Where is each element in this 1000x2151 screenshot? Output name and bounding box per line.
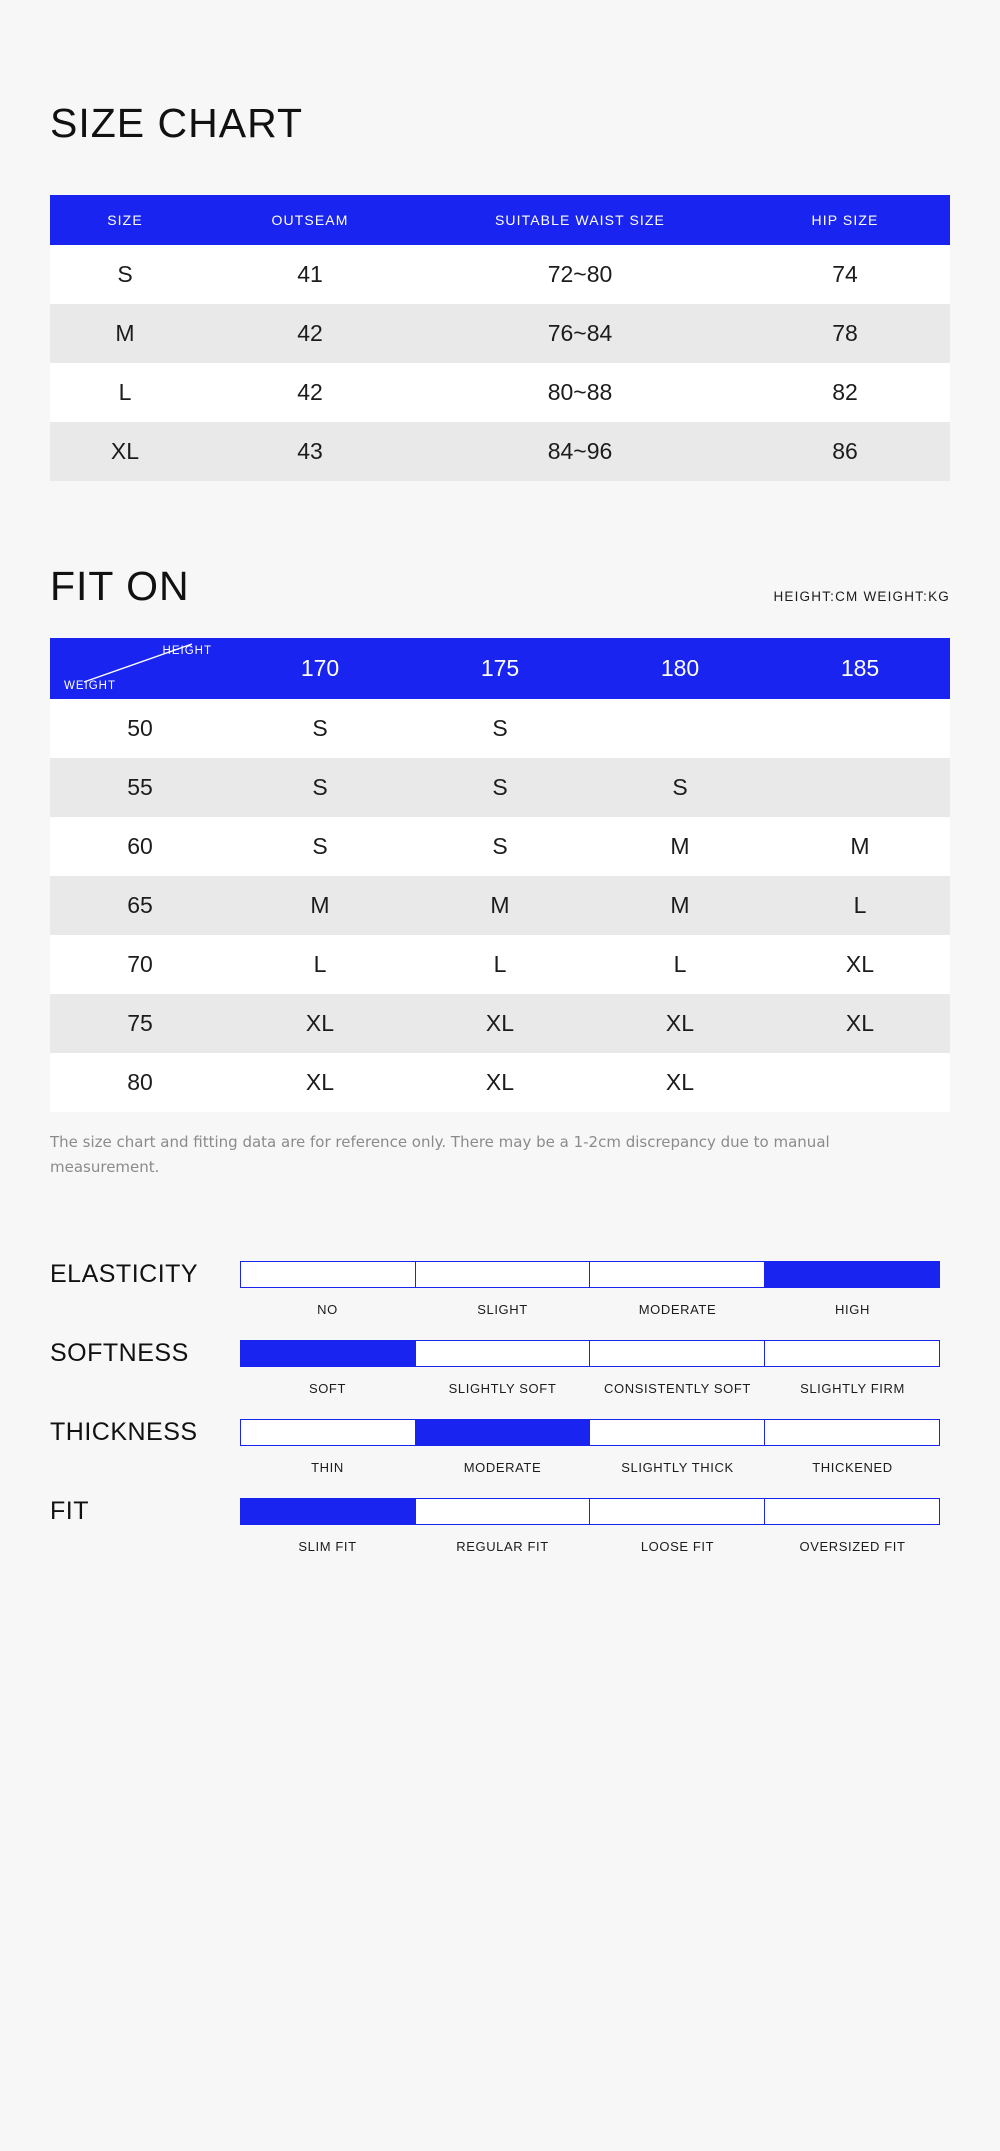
cell-recommended-size: XL [410, 1053, 590, 1112]
meter-tick-label: OVERSIZED FIT [799, 1538, 906, 1554]
size-chart-table-wrapper [50, 195, 950, 481]
cell-value: 41 [200, 245, 420, 304]
cell-weight: 65 [50, 876, 230, 935]
cell-size: M [50, 304, 200, 363]
meter-segment [240, 1261, 416, 1288]
fit-on-table [50, 638, 950, 1112]
cell-value: 74 [740, 245, 950, 304]
cell-recommended-size: XL [770, 994, 950, 1053]
cell-weight: 70 [50, 935, 230, 994]
fit-on-title: FIT ON [50, 563, 190, 609]
meter-segment [415, 1340, 591, 1367]
fit-on-header [50, 638, 950, 699]
column-header-height-175: 175 [410, 638, 590, 699]
meter-tick-label: SLIM FIT [298, 1538, 357, 1554]
meter-bar [240, 1419, 940, 1446]
fit-on-units-note: HEIGHT:CM WEIGHT:KG [773, 589, 950, 604]
cell-recommended-size: M [590, 817, 770, 876]
meter-label: FIT [50, 1496, 89, 1525]
cell-value: 42 [200, 363, 420, 422]
meter-segment [415, 1261, 591, 1288]
size-chart-header [50, 195, 950, 245]
cell-recommended-size: XL [590, 994, 770, 1053]
cell-recommended-size [770, 1053, 950, 1112]
meter-tick-label: THIN [311, 1459, 344, 1475]
meter-bar [240, 1261, 940, 1288]
meter-segment-selected [240, 1498, 416, 1525]
corner-label-height: HEIGHT [162, 645, 212, 657]
cell-value: 86 [740, 422, 950, 481]
meter-tick-label: SLIGHTLY SOFT [448, 1380, 557, 1396]
meter-tick-label: HIGH [835, 1301, 870, 1317]
meter-tick-labels [240, 1539, 940, 1554]
meter-tick-label: SLIGHTLY THICK [621, 1459, 734, 1475]
fit-on-body [50, 699, 950, 1112]
table-row [50, 1053, 950, 1112]
cell-recommended-size: L [590, 935, 770, 994]
meter-tick-label: CONSISTENTLY SOFT [604, 1380, 751, 1396]
meter-tick-label: SLIGHT [477, 1301, 528, 1317]
column-header-size: SIZE [50, 195, 200, 245]
table-row [50, 304, 950, 363]
meter-tick-label: REGULAR FIT [456, 1538, 549, 1554]
column-header-height-170: 170 [230, 638, 410, 699]
column-header-height-185: 185 [770, 638, 950, 699]
cell-recommended-size: S [410, 817, 590, 876]
cell-value: 82 [740, 363, 950, 422]
meter-tick-label: NO [317, 1301, 338, 1317]
column-header-waist: SUITABLE WAIST SIZE [420, 195, 740, 245]
column-header-height-180: 180 [590, 638, 770, 699]
meter-segment-selected [240, 1340, 416, 1367]
size-chart-body [50, 245, 950, 481]
cell-recommended-size [770, 699, 950, 758]
cell-recommended-size: L [230, 935, 410, 994]
cell-recommended-size: M [770, 817, 950, 876]
table-row [50, 935, 950, 994]
meter-bar [240, 1340, 940, 1367]
meter-elasticity [50, 1260, 950, 1317]
meter-tick-labels [240, 1460, 940, 1475]
meter-segment [764, 1419, 940, 1446]
meter-segment [589, 1419, 765, 1446]
meter-segment [589, 1261, 765, 1288]
meter-row [50, 1339, 950, 1368]
meter-tick-label: THICKENED [812, 1459, 893, 1475]
meter-tick-label: SLIGHTLY FIRM [800, 1380, 905, 1396]
cell-value: 80~88 [420, 363, 740, 422]
meter-thickness [50, 1418, 950, 1475]
cell-recommended-size: M [590, 876, 770, 935]
cell-recommended-size: L [770, 876, 950, 935]
meter-tick-labels [240, 1381, 940, 1396]
attribute-meters [50, 1260, 950, 1554]
cell-recommended-size [770, 758, 950, 817]
fit-on-table-wrapper [50, 638, 950, 1112]
table-row [50, 363, 950, 422]
cell-recommended-size [590, 699, 770, 758]
page-title: SIZE CHART [50, 100, 303, 146]
table-row [50, 245, 950, 304]
cell-weight: 55 [50, 758, 230, 817]
meter-segment [589, 1498, 765, 1525]
meter-segment [240, 1419, 416, 1446]
cell-recommended-size: S [590, 758, 770, 817]
column-header-hip: HIP SIZE [740, 195, 950, 245]
fit-on-header-area [50, 563, 950, 610]
meter-softness [50, 1339, 950, 1396]
meter-segment [415, 1498, 591, 1525]
cell-recommended-size: S [230, 817, 410, 876]
table-header-row [50, 638, 950, 699]
cell-weight: 75 [50, 994, 230, 1053]
meter-segment-selected [415, 1419, 591, 1446]
meter-label: ELASTICITY [50, 1259, 199, 1288]
cell-size: L [50, 363, 200, 422]
cell-value: 78 [740, 304, 950, 363]
meter-row [50, 1418, 950, 1447]
cell-value: 42 [200, 304, 420, 363]
cell-weight: 80 [50, 1053, 230, 1112]
cell-recommended-size: S [230, 758, 410, 817]
cell-recommended-size: XL [230, 1053, 410, 1112]
cell-recommended-size: XL [770, 935, 950, 994]
meter-tick-label: MODERATE [638, 1301, 717, 1317]
meter-label: SOFTNESS [50, 1338, 189, 1367]
meter-tick-labels [240, 1302, 940, 1317]
cell-recommended-size: M [410, 876, 590, 935]
meter-tick-label: SOFT [308, 1380, 347, 1396]
meter-row [50, 1497, 950, 1526]
size-chart-table [50, 195, 950, 481]
cell-weight: 50 [50, 699, 230, 758]
cell-size: XL [50, 422, 200, 481]
meter-segment-selected [764, 1261, 940, 1288]
table-row [50, 422, 950, 481]
cell-recommended-size: L [410, 935, 590, 994]
cell-value: 72~80 [420, 245, 740, 304]
cell-value: 84~96 [420, 422, 740, 481]
cell-value: 76~84 [420, 304, 740, 363]
cell-recommended-size: S [230, 699, 410, 758]
meter-segment [589, 1340, 765, 1367]
column-header-outseam: OUTSEAM [200, 195, 420, 245]
meter-row [50, 1260, 950, 1289]
table-row [50, 994, 950, 1053]
cell-size: S [50, 245, 200, 304]
table-row [50, 876, 950, 935]
meter-bar [240, 1498, 940, 1525]
cell-recommended-size: M [230, 876, 410, 935]
corner-cell-height-weight [50, 638, 230, 699]
table-row [50, 699, 950, 758]
meter-tick-label: MODERATE [463, 1459, 542, 1475]
cell-recommended-size: XL [410, 994, 590, 1053]
cell-weight: 60 [50, 817, 230, 876]
corner-label-weight: WEIGHT [64, 680, 116, 692]
cell-recommended-size: XL [590, 1053, 770, 1112]
meter-tick-label: LOOSE FIT [640, 1538, 715, 1554]
table-row [50, 817, 950, 876]
meter-fit [50, 1497, 950, 1554]
cell-recommended-size: XL [230, 994, 410, 1053]
meter-segment [764, 1340, 940, 1367]
cell-recommended-size: S [410, 758, 590, 817]
meter-segment [764, 1498, 940, 1525]
cell-recommended-size: S [410, 699, 590, 758]
meter-label: THICKNESS [50, 1417, 198, 1446]
table-header-row [50, 195, 950, 245]
table-row [50, 758, 950, 817]
cell-value: 43 [200, 422, 420, 481]
measurement-disclaimer: The size chart and fitting data are for reference only. There may be a 1-2cm discrepancy due to manual measurement. [50, 1133, 830, 1176]
